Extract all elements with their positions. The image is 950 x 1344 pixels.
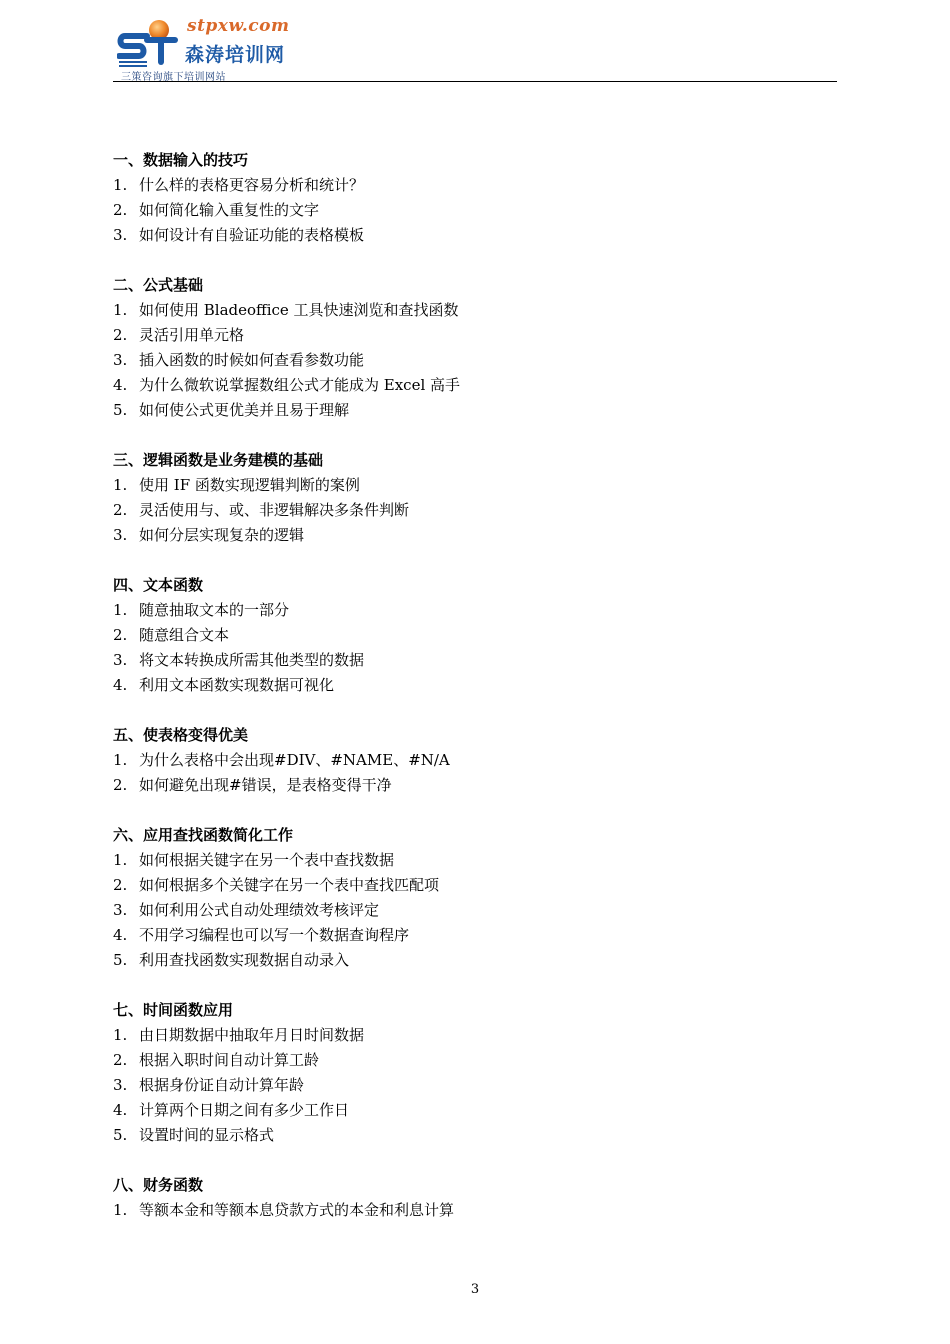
list-item	[113, 923, 837, 948]
list-item-text: 如何利用公式自动处理绩效考核评定	[139, 901, 380, 919]
list-item-text: 如何设计有自验证功能的表格模板	[139, 226, 365, 244]
list-item	[113, 473, 837, 498]
list-item-text: 随意组合文本	[139, 626, 230, 644]
list-item	[113, 373, 837, 398]
list-item	[113, 773, 837, 798]
list-item-number: 3.	[113, 901, 128, 919]
list-item-number: 5.	[113, 1126, 128, 1144]
list-item	[113, 223, 837, 248]
list-item-number: 4.	[113, 676, 128, 694]
list-item	[113, 1198, 837, 1223]
section	[113, 448, 837, 548]
list-item-text: 什么样的表格更容易分析和统计？	[139, 176, 365, 194]
list-item	[113, 198, 837, 223]
list-item	[113, 498, 837, 523]
section	[113, 573, 837, 698]
logo-st-graphic	[117, 18, 179, 70]
list-item-text: 将文本转换成所需其他类型的数据	[139, 651, 365, 669]
list-item-text: 利用文本函数实现数据可视化	[139, 676, 335, 694]
section	[113, 823, 837, 973]
list-item-number: 2.	[113, 326, 128, 344]
list-item	[113, 1098, 837, 1123]
section-item-list	[113, 173, 837, 248]
list-item-number: 3.	[113, 651, 128, 669]
list-item	[113, 648, 837, 673]
section-item-list	[113, 1198, 837, 1223]
section	[113, 998, 837, 1148]
section	[113, 273, 837, 423]
list-item-number: 1.	[113, 751, 128, 769]
list-item-number: 2.	[113, 876, 128, 894]
list-item-number: 1.	[113, 851, 128, 869]
section-title: 七、时间函数应用	[113, 1001, 234, 1019]
list-item	[113, 323, 837, 348]
section	[113, 1173, 837, 1223]
list-item-number: 2.	[113, 201, 128, 219]
list-item-text: 随意抽取文本的一部分	[139, 601, 290, 619]
list-item-number: 2.	[113, 501, 128, 519]
list-item-text: 灵活使用与、或、非逻辑解决多条件判断	[139, 501, 410, 519]
list-item-text: 为什么表格中会出现#DIV、#NAME、#N/A	[139, 751, 450, 769]
list-item	[113, 348, 837, 373]
list-item	[113, 398, 837, 423]
document-body	[113, 148, 837, 1248]
list-item-number: 1.	[113, 476, 128, 494]
section-title: 五、使表格变得优美	[113, 726, 249, 744]
section	[113, 723, 837, 798]
list-item-text: 利用查找函数实现数据自动录入	[139, 951, 350, 969]
list-item-number: 3.	[113, 351, 128, 369]
list-item-number: 1.	[113, 1201, 128, 1219]
section-title: 一、数据输入的技巧	[113, 151, 249, 169]
section-item-list	[113, 473, 837, 548]
list-item-text: 插入函数的时候如何查看参数功能	[139, 351, 365, 369]
list-item	[113, 948, 837, 973]
list-item	[113, 598, 837, 623]
section-title: 三、逻辑函数是业务建模的基础	[113, 451, 324, 469]
list-item	[113, 173, 837, 198]
list-item	[113, 1023, 837, 1048]
list-item	[113, 1123, 837, 1148]
list-item	[113, 623, 837, 648]
section-title: 八、财务函数	[113, 1176, 204, 1194]
list-item-text: 如何使公式更优美并且易于理解	[139, 401, 350, 419]
logo	[117, 14, 307, 83]
list-item	[113, 873, 837, 898]
list-item-text: 不用学习编程也可以写一个数据查询程序	[139, 926, 410, 944]
section-item-list	[113, 598, 837, 698]
list-item-number: 2.	[113, 626, 128, 644]
list-item	[113, 523, 837, 548]
section-title: 二、公式基础	[113, 276, 204, 294]
section-item-list	[113, 298, 837, 423]
section-title: 六、应用查找函数简化工作	[113, 826, 294, 844]
logo-tagline: 三策咨询旗下培训网站	[121, 72, 226, 83]
list-item-number: 2.	[113, 776, 128, 794]
list-item-text: 灵活引用单元格	[139, 326, 245, 344]
list-item	[113, 848, 837, 873]
page-header	[113, 14, 837, 84]
list-item-text: 根据身份证自动计算年龄	[139, 1076, 305, 1094]
section-item-list	[113, 1023, 837, 1148]
section-title: 四、文本函数	[113, 576, 204, 594]
list-item-number: 5.	[113, 401, 128, 419]
list-item-text: 如何使用 Bladeoffice 工具快速浏览和查找函数	[139, 301, 459, 319]
list-item-number: 4.	[113, 1101, 128, 1119]
header-divider	[113, 81, 837, 82]
logo-name: 森涛培训网	[185, 44, 286, 66]
list-item	[113, 673, 837, 698]
list-item-number: 1.	[113, 301, 128, 319]
list-item-text: 如何根据关键字在另一个表中查找数据	[139, 851, 395, 869]
list-item	[113, 1073, 837, 1098]
list-item-number: 1.	[113, 176, 128, 194]
list-item-text: 由日期数据中抽取年月日时间数据	[139, 1026, 365, 1044]
list-item	[113, 1048, 837, 1073]
logo-url: stpxw.com	[187, 16, 290, 36]
list-item-text: 如何根据多个关键字在另一个表中查找匹配项	[139, 876, 440, 894]
section-item-list	[113, 748, 837, 798]
list-item-text: 等额本金和等额本息贷款方式的本金和利息计算	[139, 1201, 455, 1219]
list-item-text: 如何避免出现#错误，是表格变得干净	[139, 776, 392, 794]
list-item-text: 使用 IF 函数实现逻辑判断的案例	[139, 476, 360, 494]
list-item-text: 计算两个日期之间有多少工作日	[139, 1101, 350, 1119]
list-item-number: 3.	[113, 226, 128, 244]
list-item-text: 设置时间的显示格式	[139, 1126, 275, 1144]
list-item-number: 3.	[113, 1076, 128, 1094]
list-item-text: 如何分层实现复杂的逻辑	[139, 526, 305, 544]
page-number: 3	[470, 1282, 480, 1297]
list-item	[113, 898, 837, 923]
list-item-text: 为什么微软说掌握数组公式才能成为 Excel 高手	[139, 376, 461, 394]
section	[113, 148, 837, 248]
list-item-text: 根据入职时间自动计算工龄	[139, 1051, 320, 1069]
list-item-text: 如何简化输入重复性的文字	[139, 201, 320, 219]
list-item	[113, 298, 837, 323]
list-item-number: 3.	[113, 526, 128, 544]
section-item-list	[113, 848, 837, 973]
list-item-number: 5.	[113, 951, 128, 969]
list-item-number: 4.	[113, 926, 128, 944]
list-item-number: 2.	[113, 1051, 128, 1069]
list-item	[113, 748, 837, 773]
list-item-number: 4.	[113, 376, 128, 394]
list-item-number: 1.	[113, 601, 128, 619]
list-item-number: 1.	[113, 1026, 128, 1044]
